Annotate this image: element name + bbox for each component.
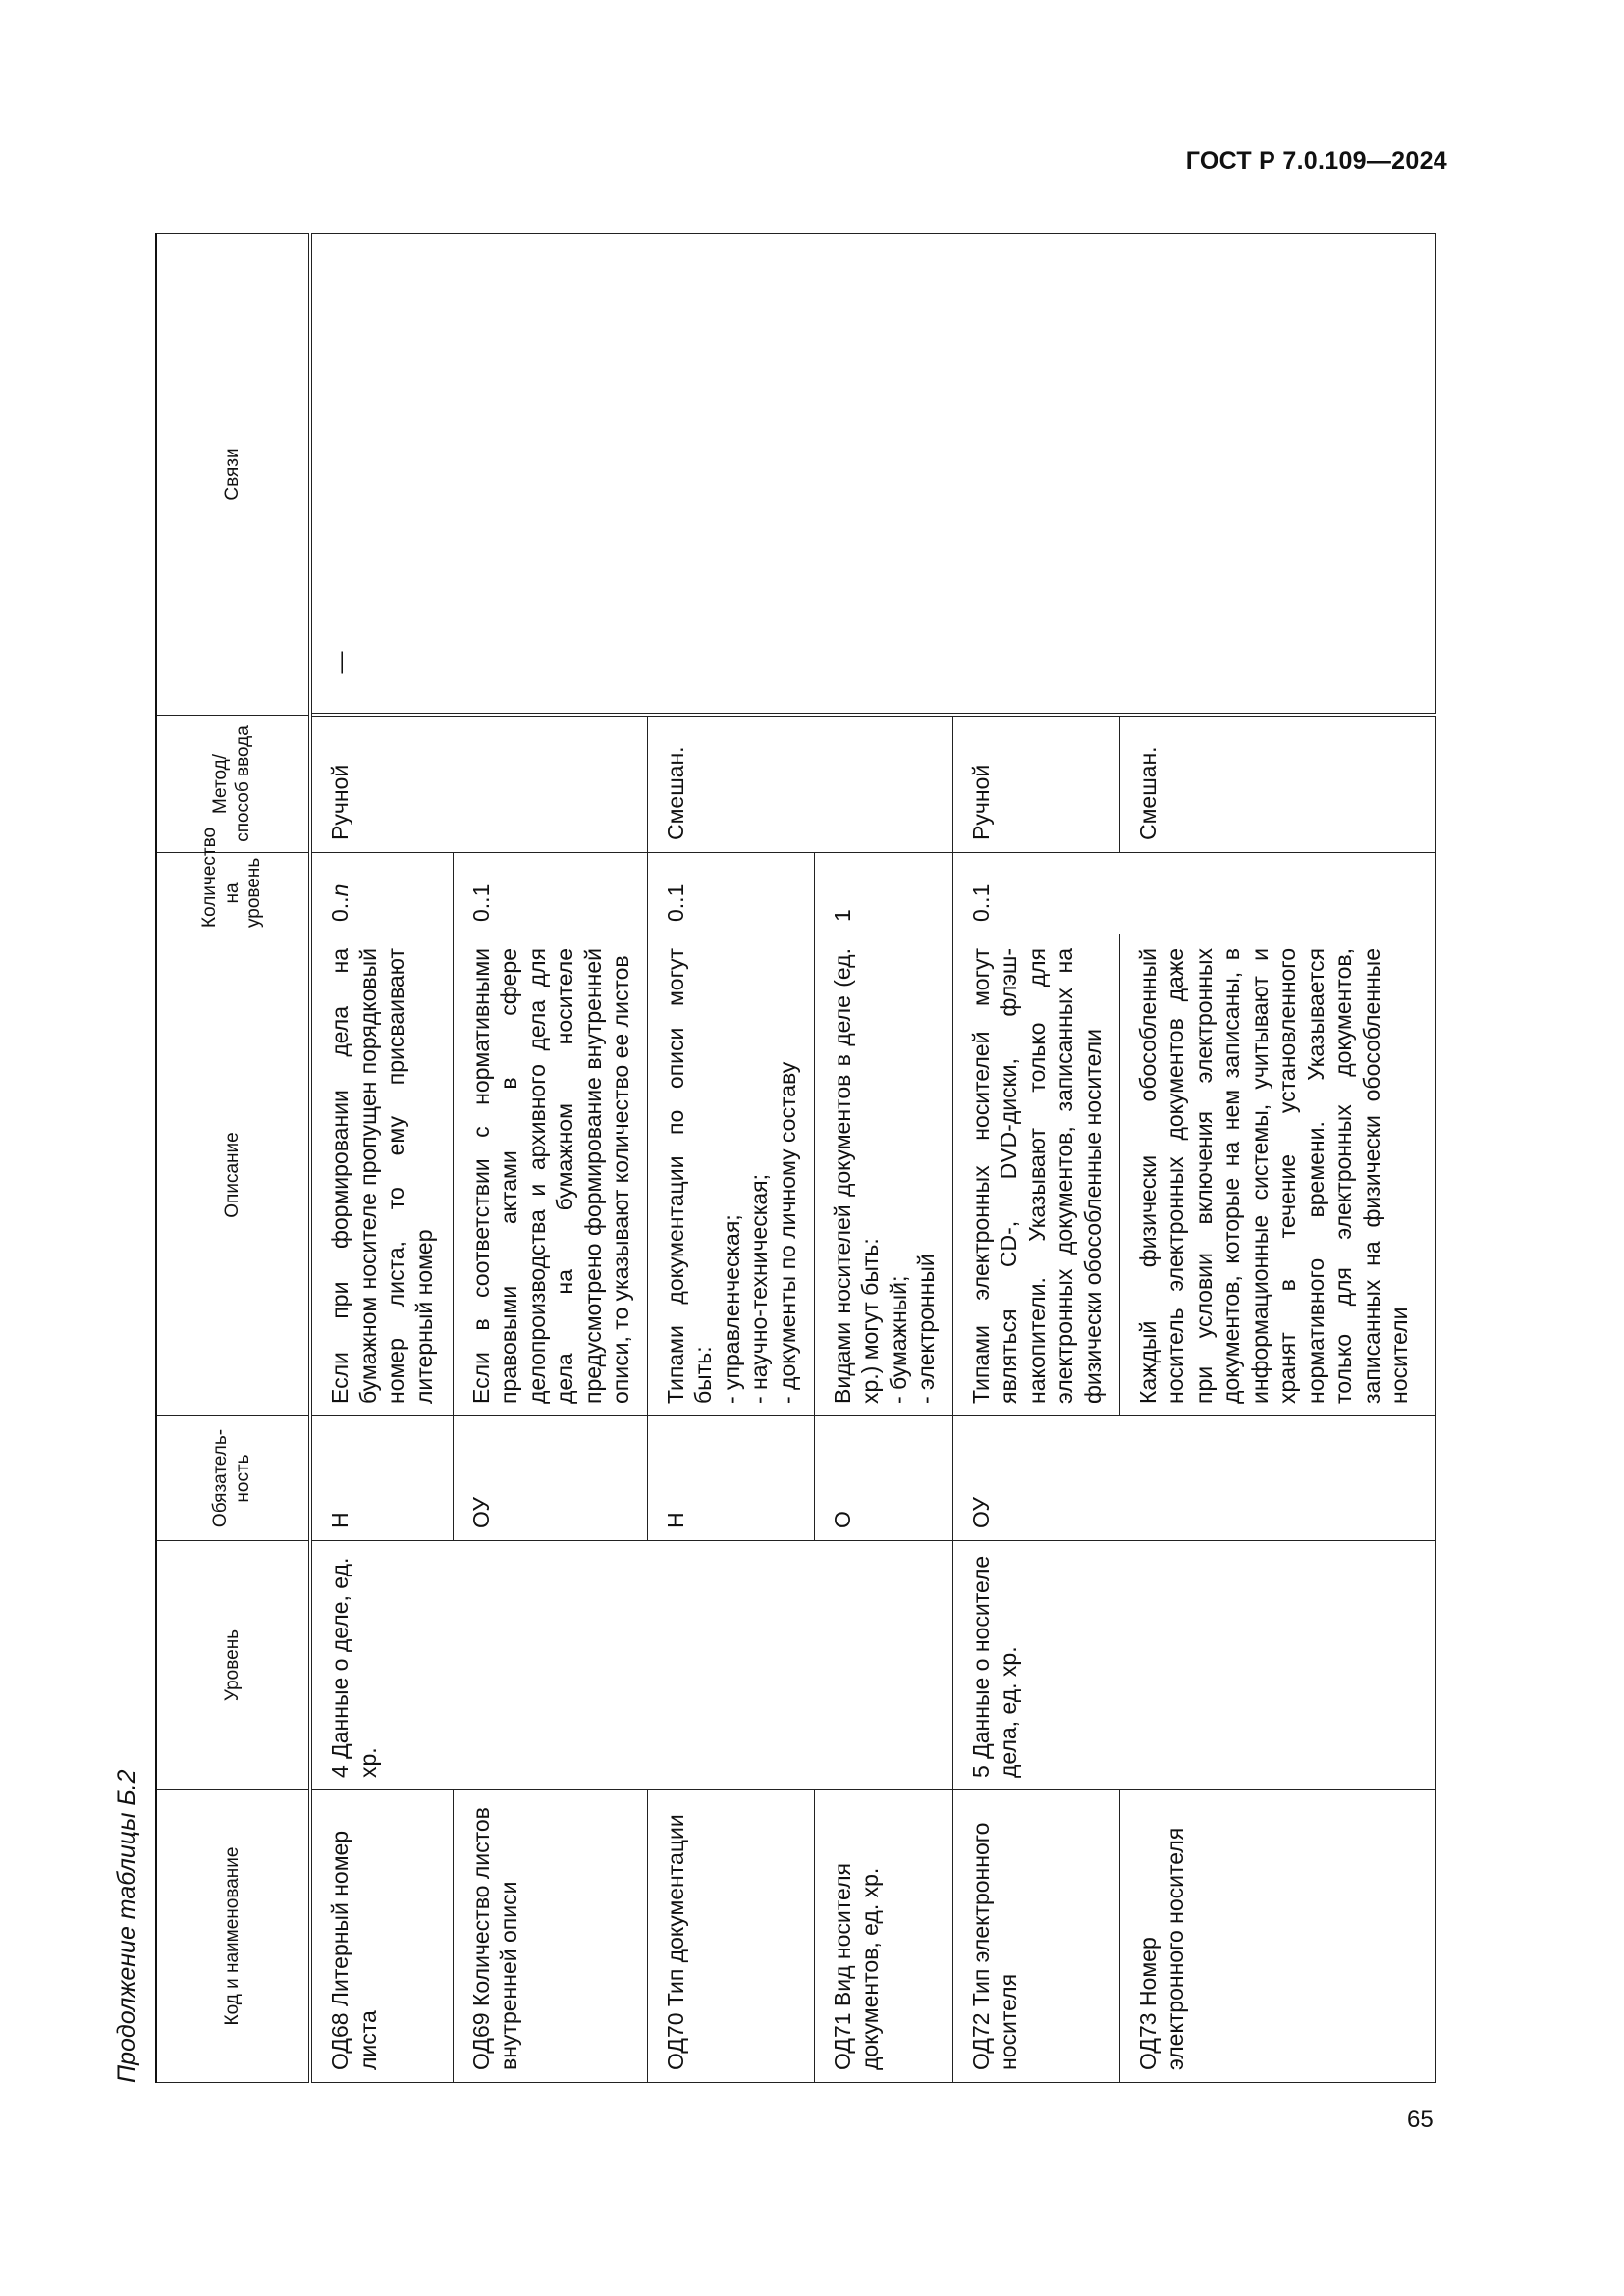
mandatory-cell: Н <box>310 1416 453 1541</box>
description-list-item: - управленческая; <box>718 1214 744 1404</box>
description-intro: Типами документации по описи могут быть: <box>662 948 717 1404</box>
quantity-cell: 1 <box>814 853 952 934</box>
page-number: 65 <box>1407 2107 1434 2133</box>
document-header: ГОСТ Р 7.0.109—2024 <box>1185 147 1447 175</box>
code-cell: ОД71 Вид носителя документов, ед. хр. <box>814 1790 952 2083</box>
col-header-level: Уровень <box>156 1541 310 1790</box>
mandatory-cell: Н <box>647 1416 814 1541</box>
description-cell: Каждый физически обособленный носитель электронных документов даже при условии включения электронных документов, которые на нем записаны, в информационные системы, учитывают и хранят в течение установленного нормативного времени. Указывается только для электронных документов, записанных на физически обособленные носители <box>1119 934 1436 1416</box>
description-cell <box>814 934 952 1416</box>
quantity-suffix: n <box>327 883 352 897</box>
links-dash: — <box>327 651 352 674</box>
col-header-method: Метод/ способ ввода <box>156 716 310 853</box>
col-header-description: Описание <box>156 934 310 1416</box>
quantity-cell <box>310 853 453 934</box>
code-cell: ОД73 Номер электронного носителя <box>1119 1790 1436 2083</box>
rotated-table-wrapper <box>155 234 1436 2083</box>
table-header-row <box>156 234 310 2083</box>
description-cell: Если в соответствии с нормативными правовыми актами в сфере делопроизводства и архивного дела для дела на бумажном носителе предусмотрено формирование внутренней описи, то указывают количество ее листов <box>453 934 647 1416</box>
description-list-item: - бумажный; <box>885 1275 911 1404</box>
table-caption: Продолжение таблицы Б.2 <box>113 1769 140 2083</box>
description-cell <box>647 934 814 1416</box>
level-cell: 5 Данные о носителе дела, ед. хр. <box>952 1541 1436 1790</box>
mandatory-cell: О <box>814 1416 952 1541</box>
quantity-cell: 0..1 <box>952 853 1436 934</box>
description-list-item: - электронный <box>913 1254 940 1404</box>
quantity-prefix: 0.. <box>327 896 352 922</box>
code-cell: ОД69 Количество листов внутренней описи <box>453 1790 647 2083</box>
method-cell: Ручной <box>952 716 1119 853</box>
mandatory-cell: ОУ <box>952 1416 1436 1541</box>
method-cell: Ручной <box>310 716 647 853</box>
table-row <box>310 234 453 2083</box>
requirements-table <box>155 233 1436 2083</box>
description-cell: Если при формировании дела на бумажном носителе пропущен порядковый номер листа, то ему присваивают литерный номер <box>310 934 453 1416</box>
mandatory-cell: ОУ <box>453 1416 647 1541</box>
quantity-cell: 0..1 <box>647 853 814 934</box>
code-cell: ОД70 Тип документации <box>647 1790 814 2083</box>
description-intro: Видами носителей документов в деле (ед. хр.) могут быть: <box>829 948 884 1404</box>
code-cell: ОД68 Литерный номер листа <box>310 1790 453 2083</box>
level-cell: 4 Данные о деле, ед. хр. <box>310 1541 952 1790</box>
description-list-item: - научно-техническая; <box>746 1173 773 1404</box>
code-cell: ОД72 Тип электронного носителя <box>952 1790 1119 2083</box>
description-list-item: - документы по личному составу <box>774 1061 800 1404</box>
method-cell: Смешан. <box>1119 716 1436 853</box>
col-header-links: Связи <box>156 234 310 716</box>
links-cell <box>310 234 1436 716</box>
description-cell: Типами электронных носителей могут являться CD-, DVD-диски, флэш-накопители. Указывают только для электронных документов, записанных на физически обособленные носители <box>952 934 1119 1416</box>
quantity-cell: 0..1 <box>453 853 647 934</box>
col-header-code: Код и наименование <box>156 1790 310 2083</box>
col-header-quantity: Количество на уровень <box>156 853 310 934</box>
method-cell: Смешан. <box>647 716 952 853</box>
col-header-mandatory: Обязатель-ность <box>156 1416 310 1541</box>
